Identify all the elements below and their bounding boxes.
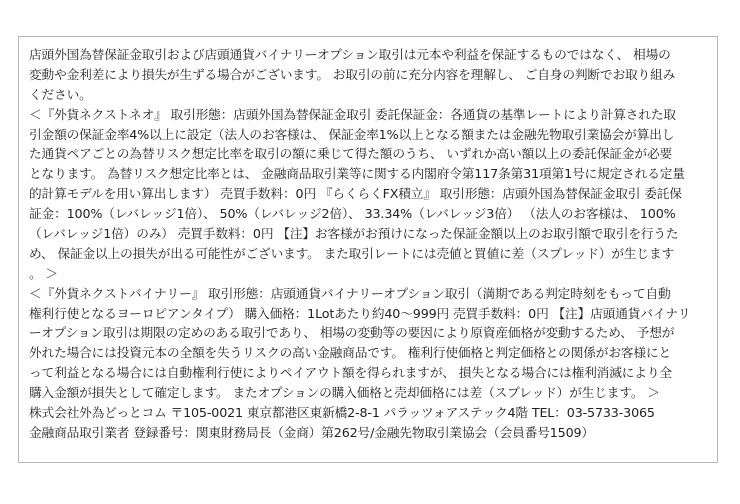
binary-disclaimer-line: 購入金額が損失として確定します。 またオプションの購入価格と売却価格には差（スプレッド）が生じます。 ＞	[29, 385, 660, 401]
binary-disclaimer-line: ーオプション取引は期限の定めのある取引であり、 相場の変動等の要因により原資産価格が変動するため、 予想が	[29, 325, 675, 341]
company-address-line: 株式会社外為どっとコム 〒105-0021 東京都港区東新橋2-8-1 パラッツォアステック4階 TEL：03-5733-3065	[29, 405, 655, 421]
neo-disclaimer-line: 。 ＞	[29, 265, 58, 281]
binary-disclaimer-line: ＜『外貨ネクストバイナリー』 取引形態：店頭通貨バイナリーオプション取引（満期である判定時刻をもって自動	[29, 285, 671, 301]
disclaimer-box	[18, 36, 718, 463]
registration-line: 金融商品取引業者 登録番号：関東財務局長（金商）第262号/金融先物取引業協会（会員番号1509）	[29, 424, 594, 440]
disclaimer-line: 変動や金利差により損失が生ずる場合がございます。 お取引の前に充分内容を理解し、 ご自身の判断でお取り組み	[29, 66, 676, 82]
neo-disclaimer-line: となります。 為替リスク想定比率とは、 金融商品取引業等に関する内閣府令第117条第31項第1号に規定される定量	[29, 166, 685, 182]
neo-disclaimer-line: ＜『外貨ネクストネオ』 取引形態：店頭外国為替保証金取引 委託保証金：各通貨の基準レートにより計算された取	[29, 106, 676, 122]
neo-disclaimer-line: め、 保証金以上の損失が出る可能性がございます。 また取引レートには売値と買値に差（スプレッド）が生じます	[29, 245, 675, 261]
neo-disclaimer-line: 証金：100%（レバレッジ1倍）、 50%（レバレッジ2倍）、 33.34%（レバレッジ3倍） （法人のお客様は、 100%	[29, 206, 676, 222]
neo-disclaimer-line: （レバレッジ1倍）のみ） 売買手数料：0円 【注】お客様がお預けになった保証金額以上のお取引額で取引を行うた	[29, 226, 679, 242]
disclaimer-line: ください。	[29, 86, 92, 102]
neo-disclaimer-line: た通貨ペアごとの為替リスク想定比率を取引の額に乗じて得た額のうち、 いずれか高い額以上の委託保証金が必要	[29, 146, 673, 162]
neo-disclaimer-line: 引金額の保証金率4%以上に設定（法人のお客様は、 保証金率1%以上となる額または金融先物取引業協会が算出し	[29, 126, 675, 142]
neo-disclaimer-line: 的計算モデルを用い算出します） 売買手数料：0円 『らくらくFX積立』 取引形態：店頭外国為替保証金取引 委託保	[29, 186, 682, 202]
binary-disclaimer-line: 権利行使となるヨーロピアンタイプ） 購入価格：1Lotあたり約40～999円 売買手数料：0円 【注】店頭通貨バイナリ	[29, 305, 691, 321]
disclaimer-line: 店頭外国為替保証金取引および店頭通貨バイナリーオプション取引は元本や利益を保証するものではなく、 相場の	[29, 47, 671, 62]
binary-disclaimer-line: って利益となる場合には自動権利行使によりペイアウト額を得られますが、 損失となる場合には権利消滅により全	[29, 365, 672, 381]
binary-disclaimer-line: 外れた場合には投資元本の全額を失うリスクの高い金融商品です。 権利行使価格と判定価格との関係がお客様にと	[29, 345, 672, 361]
